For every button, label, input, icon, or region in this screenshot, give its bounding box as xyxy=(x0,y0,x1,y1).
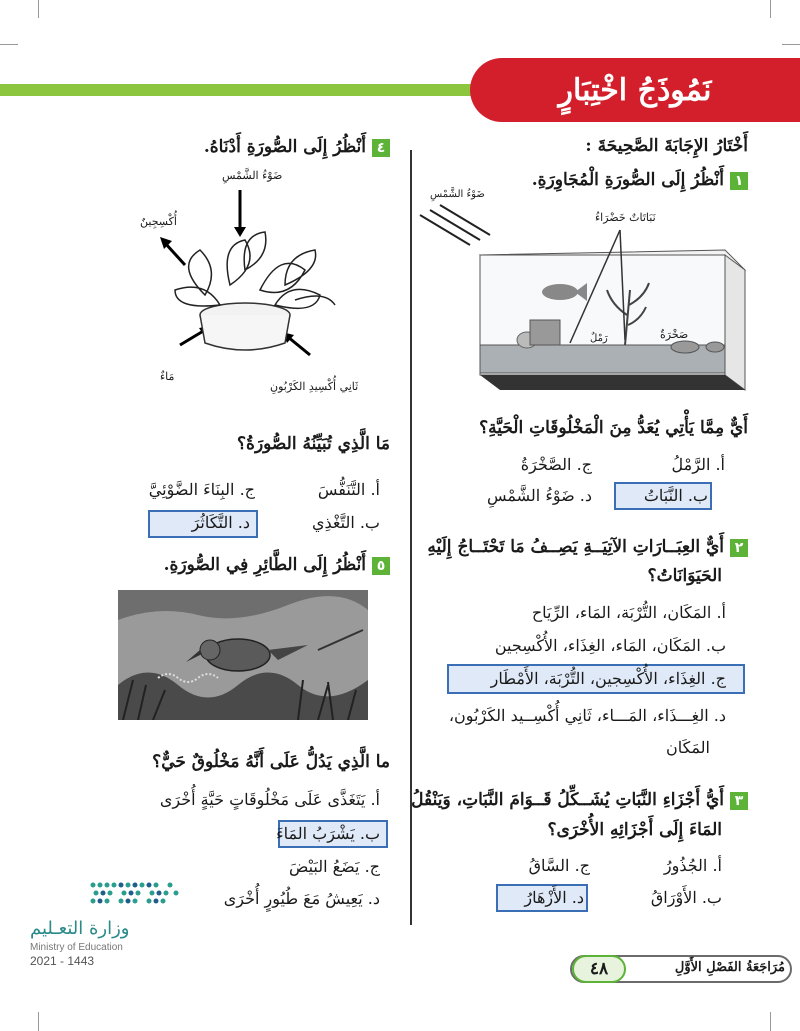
plant-figure xyxy=(110,165,390,405)
bird-illustration xyxy=(118,590,368,720)
q2-number: ٢ xyxy=(730,539,748,557)
q1-option-c[interactable]: ج. الصَّخْرَةُ xyxy=(520,455,592,474)
ministry-name-english: Ministry of Education xyxy=(30,942,123,953)
q2-option-a[interactable]: أ. المَكَان، التُّرْبَة، المَاء، الرِّيَاح xyxy=(531,603,726,622)
sand-label: رَمْلٌ xyxy=(590,333,608,344)
q5-option-b[interactable]: ب. يَشْرَبُ المَاءَ xyxy=(276,824,380,843)
crop-mark xyxy=(782,44,800,45)
q3-prompt-line1: أَيُّ أَجْزَاءِ النَّبَاتِ يُشَــكِّلُ قَــوَامَ النَّبَاتِ، وَيَنْقُلُ xyxy=(411,790,724,810)
q4-option-a[interactable]: أ. التَّنَفُّسَ xyxy=(317,480,380,499)
q1-question: أَيٌّ مِمَّا يَأْتِي يُعَدُّ مِنَ الْمَخْلُوقَاتِ الْحَيَّةِ؟ xyxy=(479,418,748,438)
q2-prompt-line1: أَيٌّ العِبَــارَاتِ الآتِيَــةِ يَصِــفُ مَا تَحْتَــاجُ إِلَيْهِ xyxy=(427,537,724,557)
bird-photo xyxy=(118,590,368,720)
q4-option-c[interactable]: ج. البِنَاءَ الضَّوْئِيَّ xyxy=(148,480,255,499)
q2-prompt xyxy=(398,537,748,557)
rock-label: صَخْرَةٌ xyxy=(660,328,689,341)
q1-option-b[interactable]: ب. النَّبَاتُ xyxy=(643,486,708,505)
q5-prompt xyxy=(50,555,390,575)
q3-option-d[interactable]: د. الأَزْهَارُ xyxy=(524,888,584,907)
q4-co2-label: ثَانِي أُكْسِيدِ الكَرْبُونِ xyxy=(270,380,359,393)
crop-mark xyxy=(0,44,18,45)
q3-prompt xyxy=(398,790,748,810)
q4-water-label: مَاءٌ xyxy=(160,370,175,383)
q5-question: ما الَّذِي يَدُلُّ عَلَى أَنَّهُ مَخْلُوقٌ حَيٌّ؟ xyxy=(152,752,390,772)
sun-label: ضَوْءُ الشَّمْسِ xyxy=(430,189,485,200)
dots-icon xyxy=(88,880,183,908)
chapter-review-label: مُرَاجَعَةُ الفَصْلِ الأَوَّلِ xyxy=(674,960,785,975)
q1-number: ١ xyxy=(730,172,748,190)
instruction: أَخْتَارُ الإِجَابَةَ الصَّحِيحَةَ : xyxy=(585,136,748,156)
q1-prompt-text: أَنْظُرُ إِلَى الصُّورَةِ الْمُجَاوِرَةِ. xyxy=(531,170,724,190)
q3-option-b[interactable]: ب. الأَوْرَاقُ xyxy=(650,888,722,907)
q4-prompt xyxy=(50,137,390,157)
q2-prompt-line2: الحَيَوَانَاتُ؟ xyxy=(647,566,722,586)
plant-illustration xyxy=(110,165,390,405)
crop-mark xyxy=(770,0,771,18)
q3-number: ٣ xyxy=(730,792,748,810)
q5-option-d[interactable]: د. يَعِيشُ مَعَ طُيُورٍ أُخْرَى xyxy=(223,889,380,908)
ministry-name-arabic: وزارة التعـليم xyxy=(30,918,130,939)
q3-option-c[interactable]: ج. السَّاقُ xyxy=(528,856,590,875)
q3-option-a[interactable]: أ. الجُذُورُ xyxy=(663,856,722,875)
crop-mark xyxy=(770,1012,771,1031)
q1-option-d[interactable]: د. ضَوْءُ الشَّمْسِ xyxy=(487,486,592,505)
q5-number: ٥ xyxy=(372,557,390,575)
q4-oxygen-label: أُكْسِجِينٌ xyxy=(140,215,177,228)
q1-option-a[interactable]: أ. الرَّمْلُ xyxy=(671,455,725,474)
q4-prompt-text: أَنْظُرُ إِلَى الصُّورَةِ أَدْنَاهُ. xyxy=(203,137,366,157)
q5-option-a[interactable]: أ. يَتَغَذَّى عَلَى مَخْلُوقَاتٍ حَيَّةٍ أُخْرَى xyxy=(159,790,380,809)
page-title: نَمُوذَجُ اخْتِبَارٍ xyxy=(470,58,800,122)
q4-number: ٤ xyxy=(372,139,390,157)
q5-prompt-text: أَنْظُرُ إِلَى الطَّائِرِ فِي الصُّورَةِ. xyxy=(163,555,366,575)
aquarium-illustration xyxy=(415,195,750,395)
q4-option-d[interactable]: د. التَّكَاثُرَ xyxy=(191,513,250,532)
q4-sun-label: ضَوْءُ الشَّمْسِ xyxy=(222,169,283,182)
page-number: ٤٨ xyxy=(572,955,626,983)
q5-option-c[interactable]: ج. يَضَعُ البَيْضَ xyxy=(288,857,380,876)
edition-year: 2021 - 1443 xyxy=(30,954,95,968)
plants-label: نَبَاتَاتٌ خَضْرَاءُ xyxy=(595,211,656,224)
q4-option-b[interactable]: ب. التَّغْذِي xyxy=(311,513,380,532)
q2-option-d-cont: المَكَان xyxy=(665,738,710,757)
q2-option-c[interactable]: ج. الغِذَاء، الأُكْسِجين، التُّرْبَة، الأَمْطَار xyxy=(490,669,726,688)
q4-question: مَا الَّذِي تُبَيِّنُهُ الصُّورَةُ؟ xyxy=(237,434,390,454)
q2-option-b[interactable]: ب. المَكَان، المَاء، الغِذَاء، الأُكْسِجين xyxy=(494,636,726,655)
header-green-bar xyxy=(0,84,520,96)
crop-mark xyxy=(38,1012,39,1031)
crop-mark xyxy=(38,0,39,18)
q1-prompt xyxy=(398,170,748,190)
ministry-logo-mark xyxy=(88,880,183,908)
q3-prompt-line2: المَاءَ إِلَى أَجْزَائِهِ الأُخْرَى؟ xyxy=(547,820,722,840)
q2-option-d[interactable]: د. الغِـــذَاء، المَـــاء، ثَانِي أُكْسِــيد الكَرْبُون، xyxy=(448,706,726,725)
aquarium-figure xyxy=(415,189,750,395)
